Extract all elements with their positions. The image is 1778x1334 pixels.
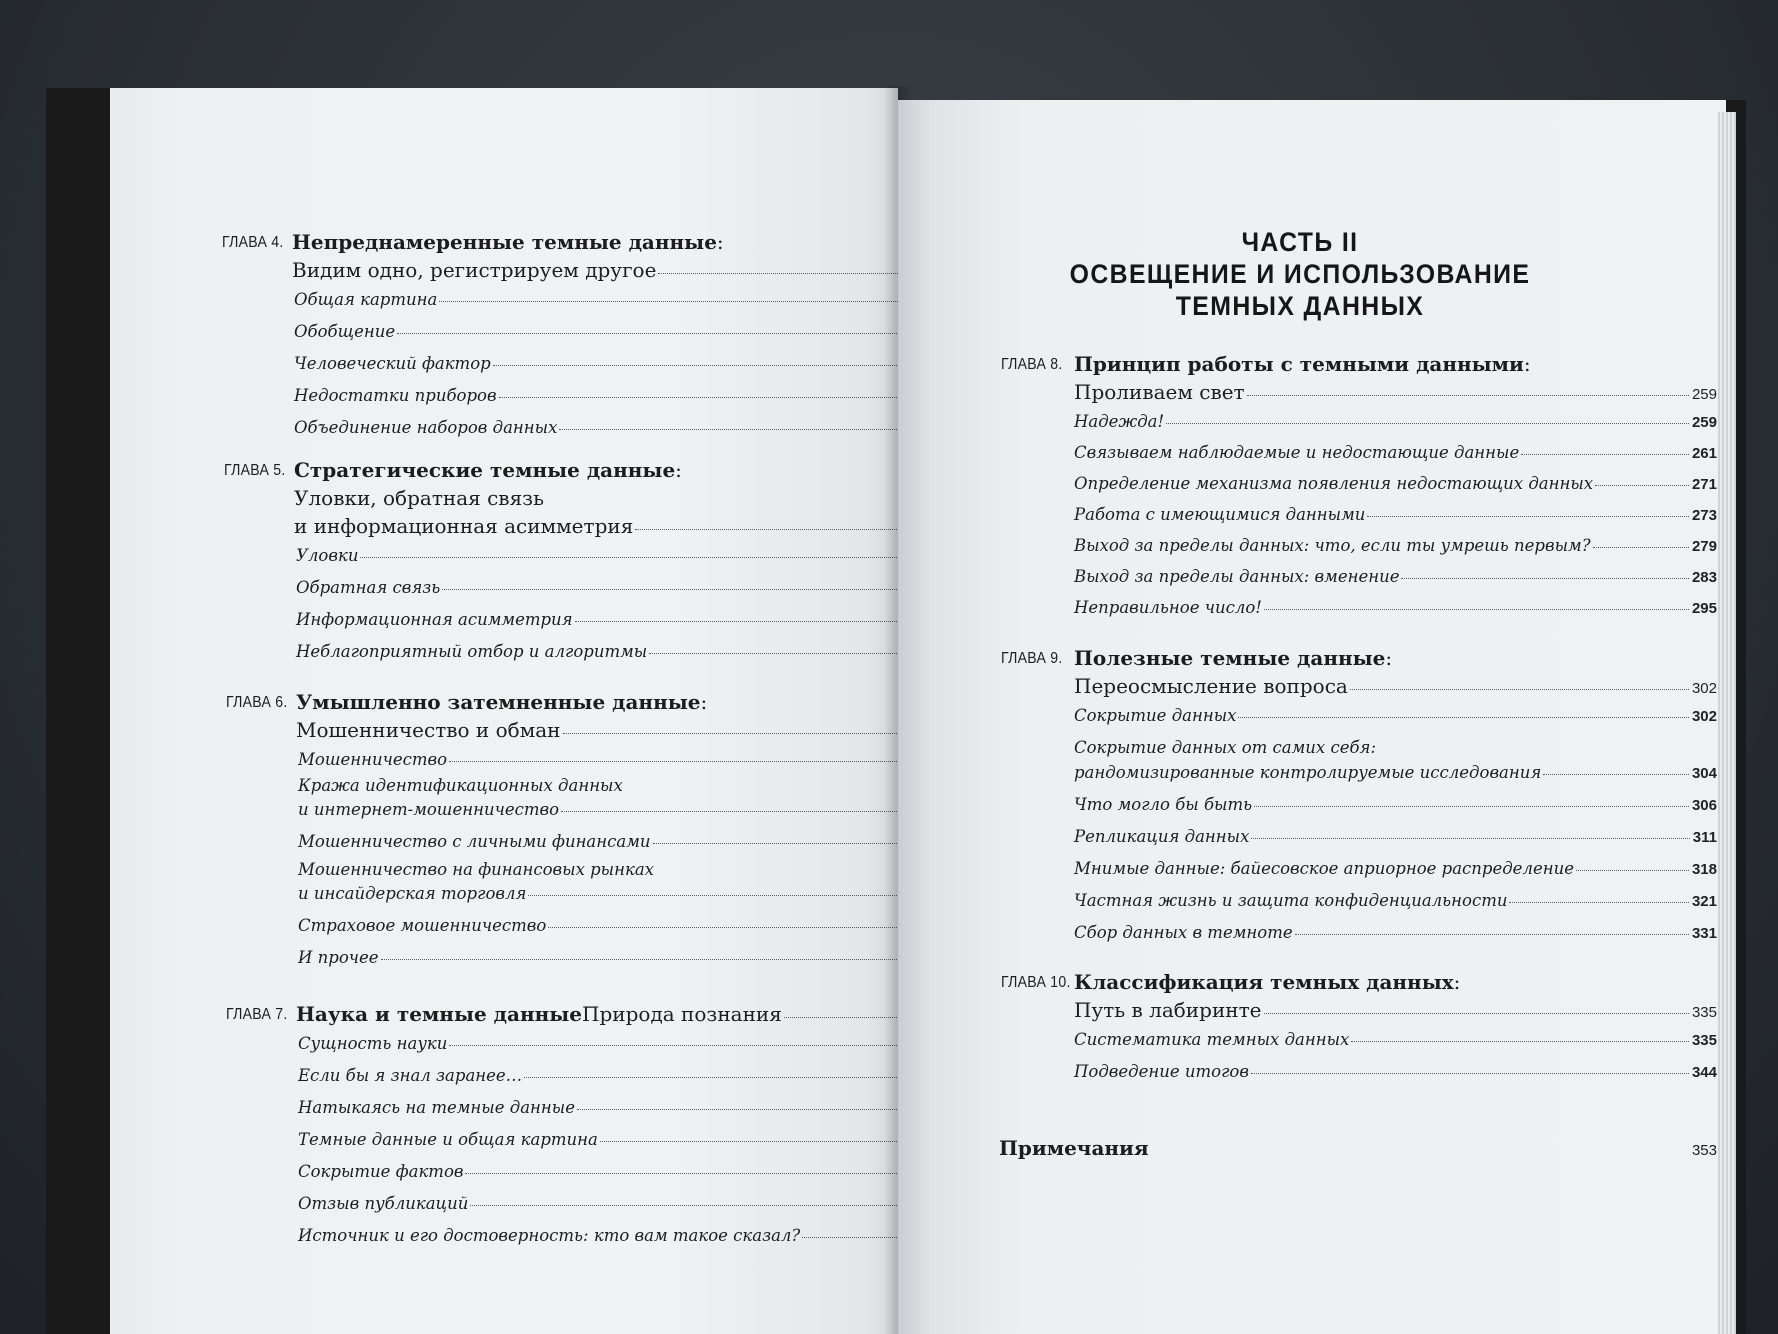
- toc-entry[interactable]: Мошенничество с личными финансами: [298, 832, 951, 851]
- toc-entry[interactable]: Неблагоприятный отбор и алгоритмы: [296, 642, 949, 661]
- chapter-label: ГЛАВА 10.: [1001, 974, 1071, 991]
- chapter-title: Классификация темных данных:: [1074, 970, 1461, 994]
- toc-entry[interactable]: Обобщение: [294, 322, 947, 341]
- toc-entry[interactable]: Темные данные и общая картина: [298, 1130, 951, 1149]
- toc-entry[interactable]: Человеческий фактор: [294, 354, 947, 373]
- chapter-title: Стратегические темные данные:: [294, 458, 682, 482]
- toc-entry[interactable]: Неправильное число! 295: [1074, 598, 1717, 617]
- notes-label: Примечания: [999, 1136, 1149, 1160]
- toc-entry[interactable]: Определение механизма появления недостающих данных 271: [1074, 474, 1717, 493]
- toc-entry[interactable]: Выход за пределы данных: вменение 283: [1074, 567, 1717, 586]
- chapter-label: ГЛАВА 8.: [1001, 356, 1063, 373]
- toc-entry[interactable]: Если бы я знал заранее…: [298, 1066, 951, 1085]
- toc-entry[interactable]: Работа с имеющимися данными 273: [1074, 505, 1717, 524]
- notes-entry[interactable]: [999, 1136, 1717, 1160]
- toc-entry[interactable]: и интернет-мошенничество: [298, 800, 951, 819]
- chapter-label: ГЛАВА 4.: [222, 234, 284, 251]
- toc-entry[interactable]: Связываем наблюдаемые и недостающие данные 261: [1074, 443, 1717, 462]
- toc-entry[interactable]: Подведение итогов 344: [1074, 1062, 1717, 1081]
- toc-entry[interactable]: Сокрытие данных 302: [1074, 706, 1717, 725]
- toc-entry-line: Сокрытие данных от самих себя:: [1074, 738, 1377, 757]
- toc-entry-main[interactable]: и информационная асимметрия: [294, 514, 949, 538]
- toc-entry[interactable]: Общая картина: [294, 290, 947, 309]
- toc-entry[interactable]: рандомизированные контролируемые исследования 304: [1074, 763, 1717, 782]
- toc-entry[interactable]: Сущность науки: [298, 1034, 951, 1053]
- toc-entry-main[interactable]: Видим одно, регистрируем другое: [292, 258, 947, 282]
- part-number: ЧАСТЬ II: [1241, 227, 1359, 257]
- chapter-label: ГЛАВА 5.: [224, 462, 286, 479]
- toc-entry-line: Мошенничество на финансовых рынках: [298, 860, 654, 879]
- left-page: [110, 88, 898, 1334]
- toc-entry[interactable]: Мошенничество: [298, 750, 951, 769]
- part-title: ОСВЕЩЕНИЕ И ИСПОЛЬЗОВАНИЕ: [1069, 259, 1531, 289]
- toc-entry[interactable]: Что могло бы быть 306: [1074, 795, 1717, 814]
- toc-entry[interactable]: Выход за пределы данных: что, если ты умрешь первым? 279: [1074, 536, 1717, 555]
- toc-entry[interactable]: И прочее: [298, 948, 951, 967]
- toc-entry[interactable]: Обратная связь: [296, 578, 949, 597]
- toc-entry[interactable]: Мнимые данные: байесовское априорное распределение 318: [1074, 859, 1717, 878]
- part-heading: [919, 226, 1681, 322]
- toc-entry[interactable]: Недостатки приборов: [294, 386, 947, 405]
- chapter-label: ГЛАВА 9.: [1001, 650, 1063, 667]
- toc-entry[interactable]: Информационная асимметрия: [296, 610, 949, 629]
- toc-entry[interactable]: Репликация данных 311: [1074, 827, 1717, 846]
- book-cover: [46, 88, 118, 1334]
- toc-entry[interactable]: Надежда! 259: [1074, 412, 1717, 431]
- toc-entry[interactable]: Сокрытие фактов: [298, 1162, 951, 1181]
- chapter-title: Наука и темные данные: [296, 1002, 583, 1026]
- toc-entry[interactable]: Объединение наборов данных: [294, 418, 947, 437]
- chapter-label: ГЛАВА 7.: [226, 1006, 288, 1023]
- toc-entry-main-line: Уловки, обратная связь: [294, 486, 544, 510]
- toc-entry[interactable]: Уловки: [296, 546, 949, 565]
- toc-entry-main[interactable]: Мошенничество и обман: [296, 718, 951, 742]
- toc-entry[interactable]: Отзыв публикаций: [298, 1194, 951, 1213]
- toc-entry[interactable]: и инсайдерская торговля: [298, 884, 951, 903]
- toc-entry-main[interactable]: Переосмысление вопроса 302: [1074, 674, 1717, 698]
- toc-entry[interactable]: Страховое мошенничество: [298, 916, 951, 935]
- toc-entry[interactable]: Систематика темных данных 335: [1074, 1030, 1717, 1049]
- notes-page: 353: [1691, 1142, 1717, 1159]
- toc-entry[interactable]: Сбор данных в темноте 331: [1074, 923, 1717, 942]
- page-edges: [1718, 112, 1736, 1334]
- part-title: ТЕМНЫХ ДАННЫХ: [1175, 291, 1425, 321]
- chapter-title: Умышленно затемненные данные:: [296, 690, 708, 714]
- chapter-title: Непреднамеренные темные данные:: [292, 230, 724, 254]
- toc-entry[interactable]: Источник и его достоверность: кто вам такое сказал?: [298, 1226, 951, 1245]
- toc-entry-line: Кража идентификационных данных: [298, 776, 623, 795]
- chapter-label: ГЛАВА 6.: [226, 694, 288, 711]
- chapter-title: Полезные темные данные:: [1074, 646, 1393, 670]
- right-page: [898, 100, 1726, 1334]
- toc-entry-main[interactable]: Проливаем свет 259: [1074, 380, 1717, 404]
- toc-entry[interactable]: Частная жизнь и защита конфиденциальности 321: [1074, 891, 1717, 910]
- toc-entry-main[interactable]: Путь в лабиринте 335: [1074, 998, 1717, 1022]
- toc-entry-main[interactable]: Наука и темные данныеПрирода познания: [296, 1002, 951, 1026]
- chapter-title: Принцип работы с темными данными:: [1074, 352, 1531, 376]
- toc-entry[interactable]: Натыкаясь на темные данные: [298, 1098, 951, 1117]
